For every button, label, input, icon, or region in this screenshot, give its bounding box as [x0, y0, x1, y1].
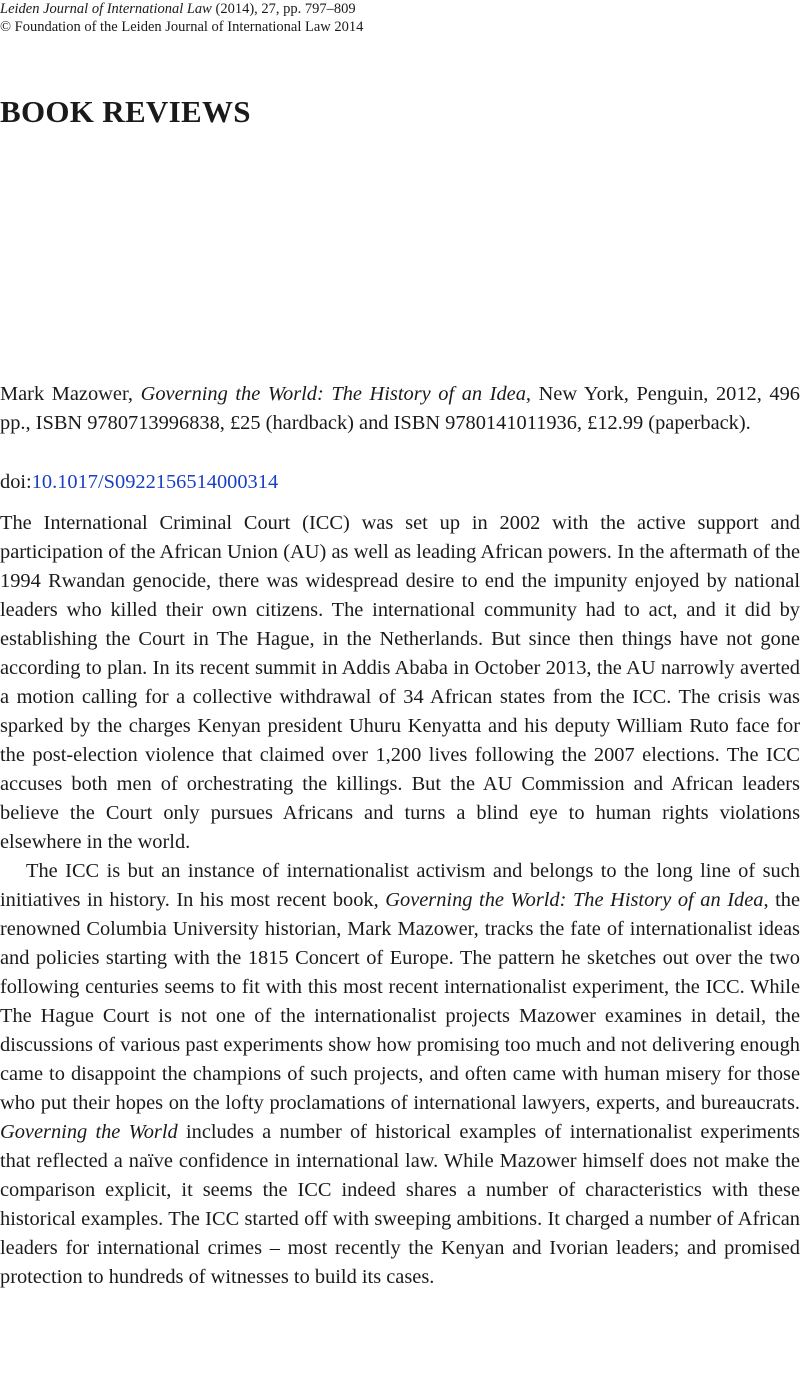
paragraph-2-text-a: The ICC is but an instance of internationalist activism and belongs to the long line of such initiatives in history. In his most recent book,	[0, 860, 800, 911]
citation-details: , New York, Penguin, 2012, 496 pp., ISBN 9780713996838, £25 (hardback) and ISBN 9780141011936, £12.99 (paperback).	[0, 383, 800, 434]
paragraph-2-text-b: , the renowned Columbia University historian, Mark Mazower, tracks the fate of internationalist ideas and policies starting with the 1815 Concert of Europe. The pattern he sketches out over the two following centuries seems to fit with this most recent internationalist experiment, the ICC. While The Hague Court is not one of the internationalist projects Mazower examines in detail, the discussions of various past experiments show how promising too much and not delivering enough came to disappoint the champions of such projects, and often came with human misery for those who put their hopes on the lofty proclamations of international lawyers, experts, and bureaucrats.	[0, 889, 800, 1114]
paragraph-2	[0, 857, 800, 1292]
doi-line	[0, 468, 278, 497]
paragraph-2-book-title-short: Governing the World	[0, 1121, 178, 1143]
section-title: BOOK REVIEWS	[0, 94, 251, 129]
paragraph-2-book-title: Governing the World: The History of an Idea	[385, 889, 764, 911]
copyright-line: © Foundation of the Leiden Journal of International Law 2014	[0, 19, 364, 35]
doi-link[interactable]: 10.1017/S0922156514000314	[31, 471, 279, 493]
journal-name: Leiden Journal of International Law	[0, 1, 212, 17]
paragraph-2-text-c: includes a number of historical examples of internationalist experiments that reflected a naïve confidence in international law. While Mazower himself does not make the comparison explicit, it seems the ICC indeed shares a number of characteristics with these historical examples. The ICC started off with sweeping ambitions. It charged a number of African leaders for international crimes – most recently the Kenyan and Ivorian leaders; and promised protection to hundreds of witnesses to build its cases.	[0, 1121, 800, 1288]
citation-author: Mark Mazower,	[0, 383, 141, 405]
paragraph-1: The International Criminal Court (ICC) was set up in 2002 with the active support and participation of the African Union (AU) as well as leading African powers. In the aftermath of the 1994 Rwandan genocide, there was widespread desire to end the impunity enjoyed by national leaders who killed their own citizens. The international community had to act, and it did by establishing the Court in The Hague, in the Netherlands. But since then things have not gone according to plan. In its recent summit in Addis Ababa in October 2013, the AU narrowly averted a motion calling for a collective withdrawal of 34 African states from the ICC. The crisis was sparked by the charges Kenyan president Uhuru Kenyatta and his deputy William Ruto face for the post-election violence that claimed over 1,200 lives following the 2007 elections. The ICC accuses both men of orchestrating the killings. But the AU Commission and African leaders believe the Court only pursues Africans and turns a blind eye to human rights violations elsewhere in the world.	[0, 512, 800, 853]
book-citation	[0, 380, 800, 438]
review-body	[0, 509, 800, 1292]
running-header	[0, 0, 800, 36]
citation-book-title: Governing the World: The History of an Idea	[140, 383, 526, 405]
doi-label: doi:	[0, 471, 32, 493]
journal-issue: (2014), 27, pp. 797–809	[215, 1, 356, 17]
journal-citation-line	[0, 0, 800, 18]
